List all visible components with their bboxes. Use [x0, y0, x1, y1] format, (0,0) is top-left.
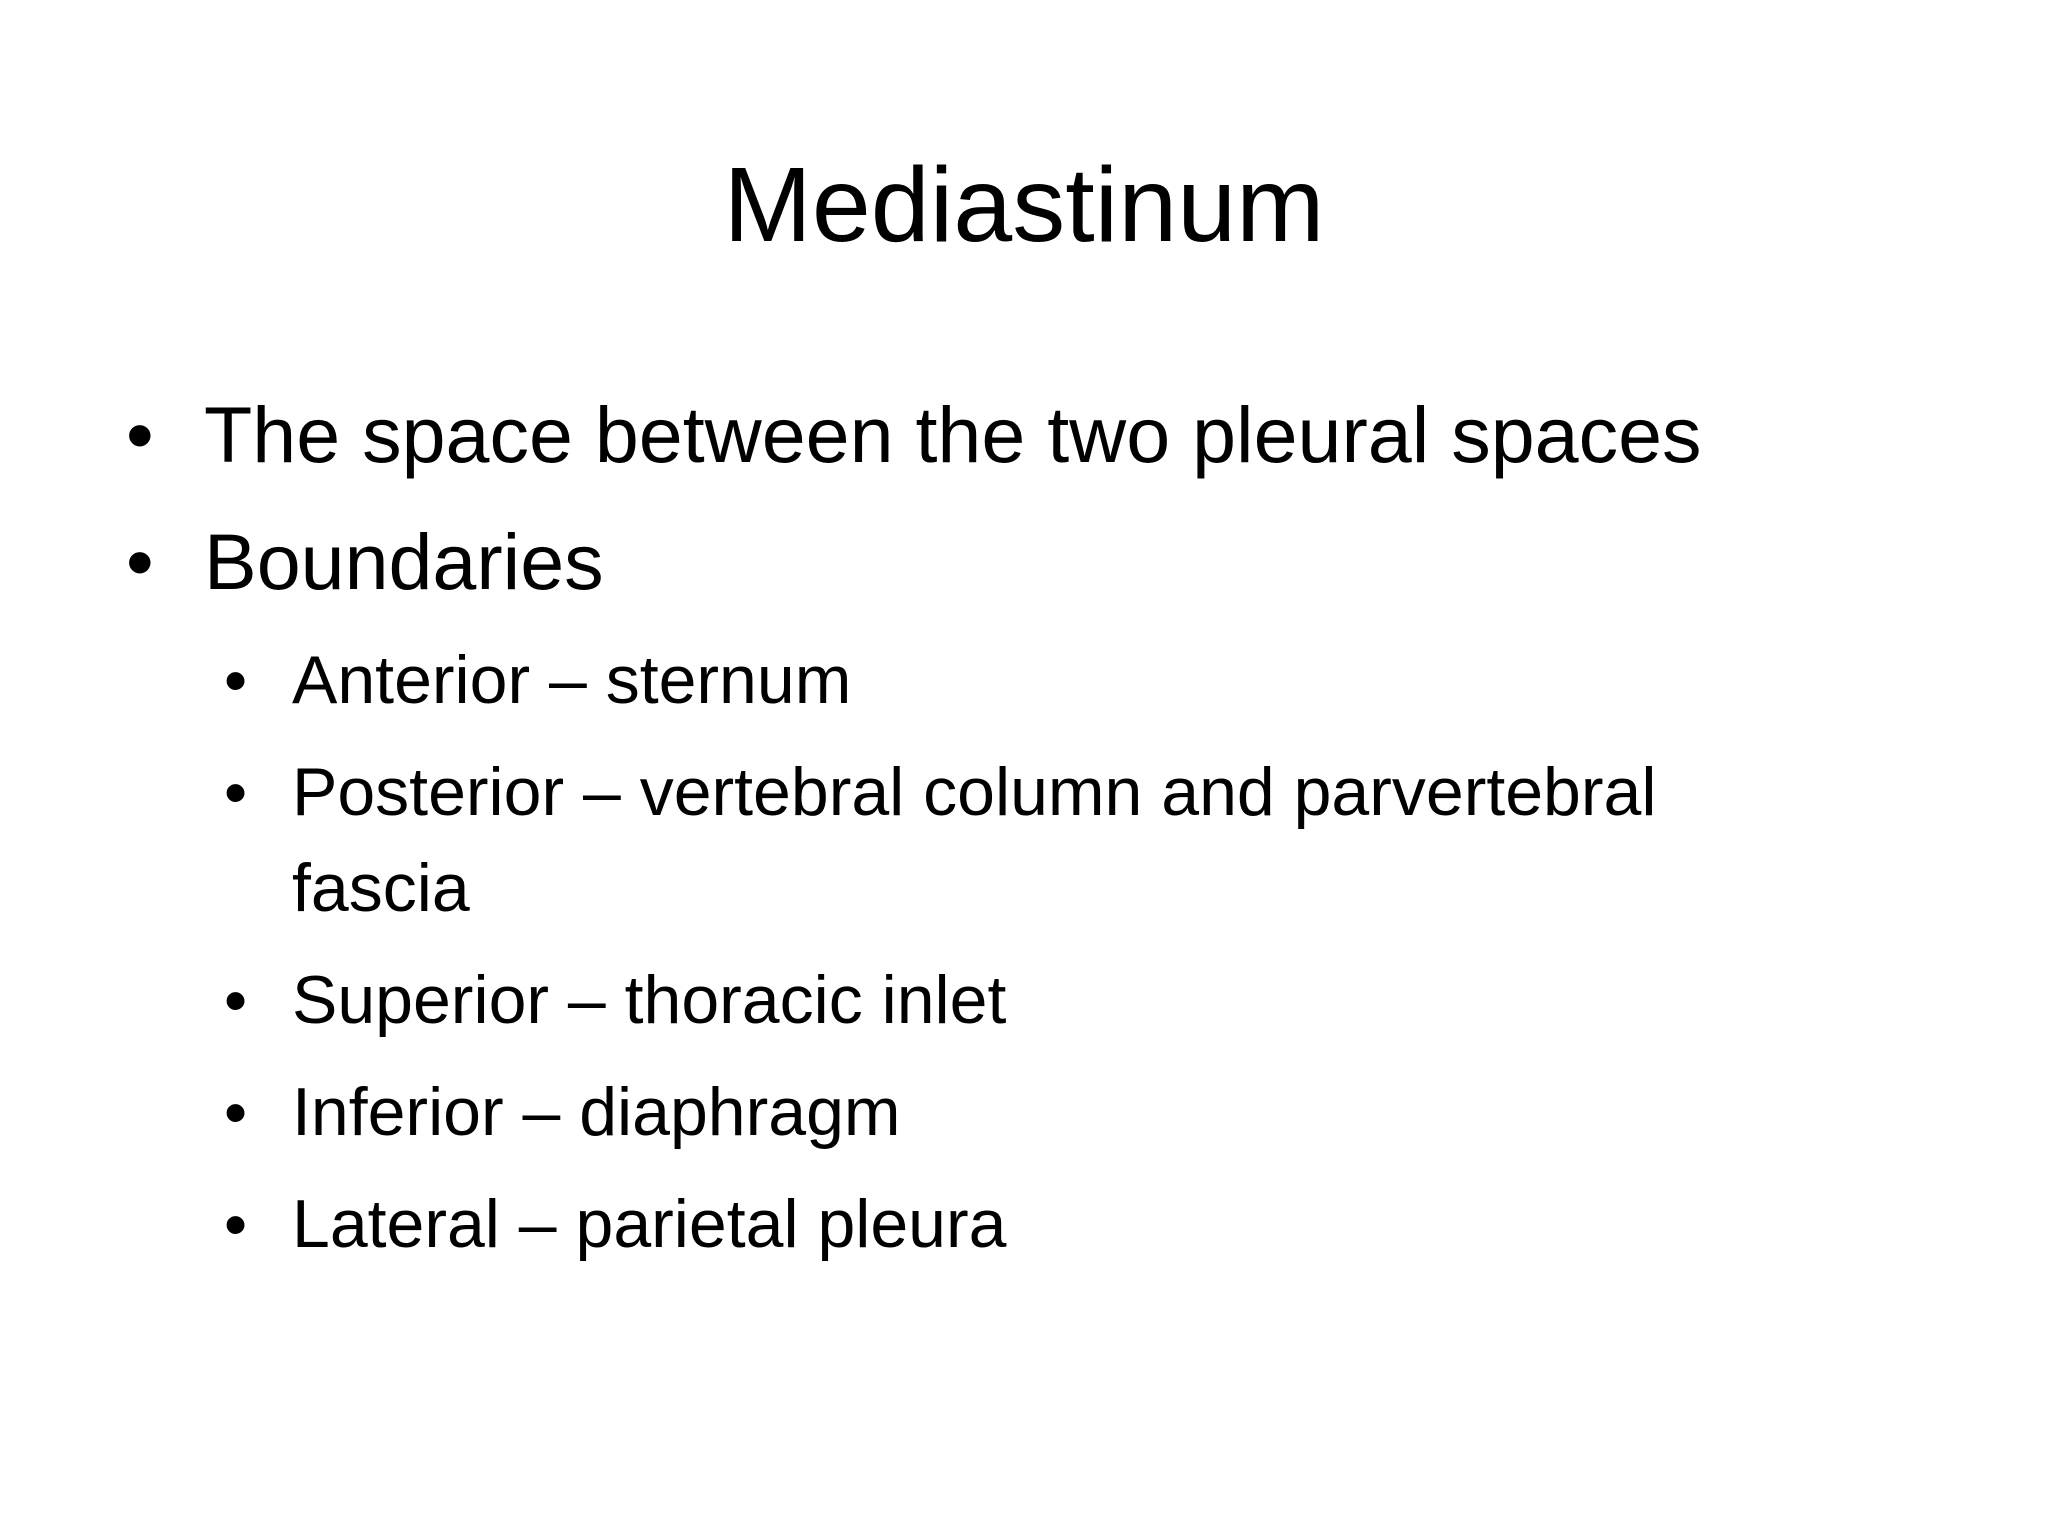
bullet-marker: • — [126, 517, 154, 606]
sub-bullet-text: Inferior – diaphragm — [292, 1074, 901, 1150]
sub-bullet-text: Posterior – vertebral column and parvertebral fascia — [292, 754, 1657, 926]
bullet-item — [120, 385, 1820, 485]
sub-bullet-item — [220, 744, 1920, 936]
slide-title: Mediastinum — [723, 146, 1325, 264]
bullet-marker: • — [126, 390, 154, 479]
sub-bullet-text: Anterior – sternum — [292, 642, 852, 718]
sub-bullet-item — [220, 632, 1920, 728]
sub-bullet-text: Lateral – parietal pleura — [292, 1186, 1007, 1262]
sub-bullet-marker: • — [224, 1187, 248, 1261]
bullet-text: Boundaries — [204, 517, 604, 606]
sub-bullet-text: Superior – thoracic inlet — [292, 962, 1007, 1038]
bullet-text: The space between the two pleural spaces — [204, 390, 1702, 479]
sub-bullet-marker: • — [224, 755, 248, 829]
bullet-item — [120, 512, 1820, 612]
sub-bullet-item — [220, 1176, 1920, 1272]
sub-bullet-item — [220, 1064, 1920, 1160]
sub-bullet-marker: • — [224, 963, 248, 1037]
sub-bullet-item — [220, 952, 1920, 1048]
sub-bullet-marker: • — [224, 643, 248, 717]
sub-bullet-marker: • — [224, 1075, 248, 1149]
